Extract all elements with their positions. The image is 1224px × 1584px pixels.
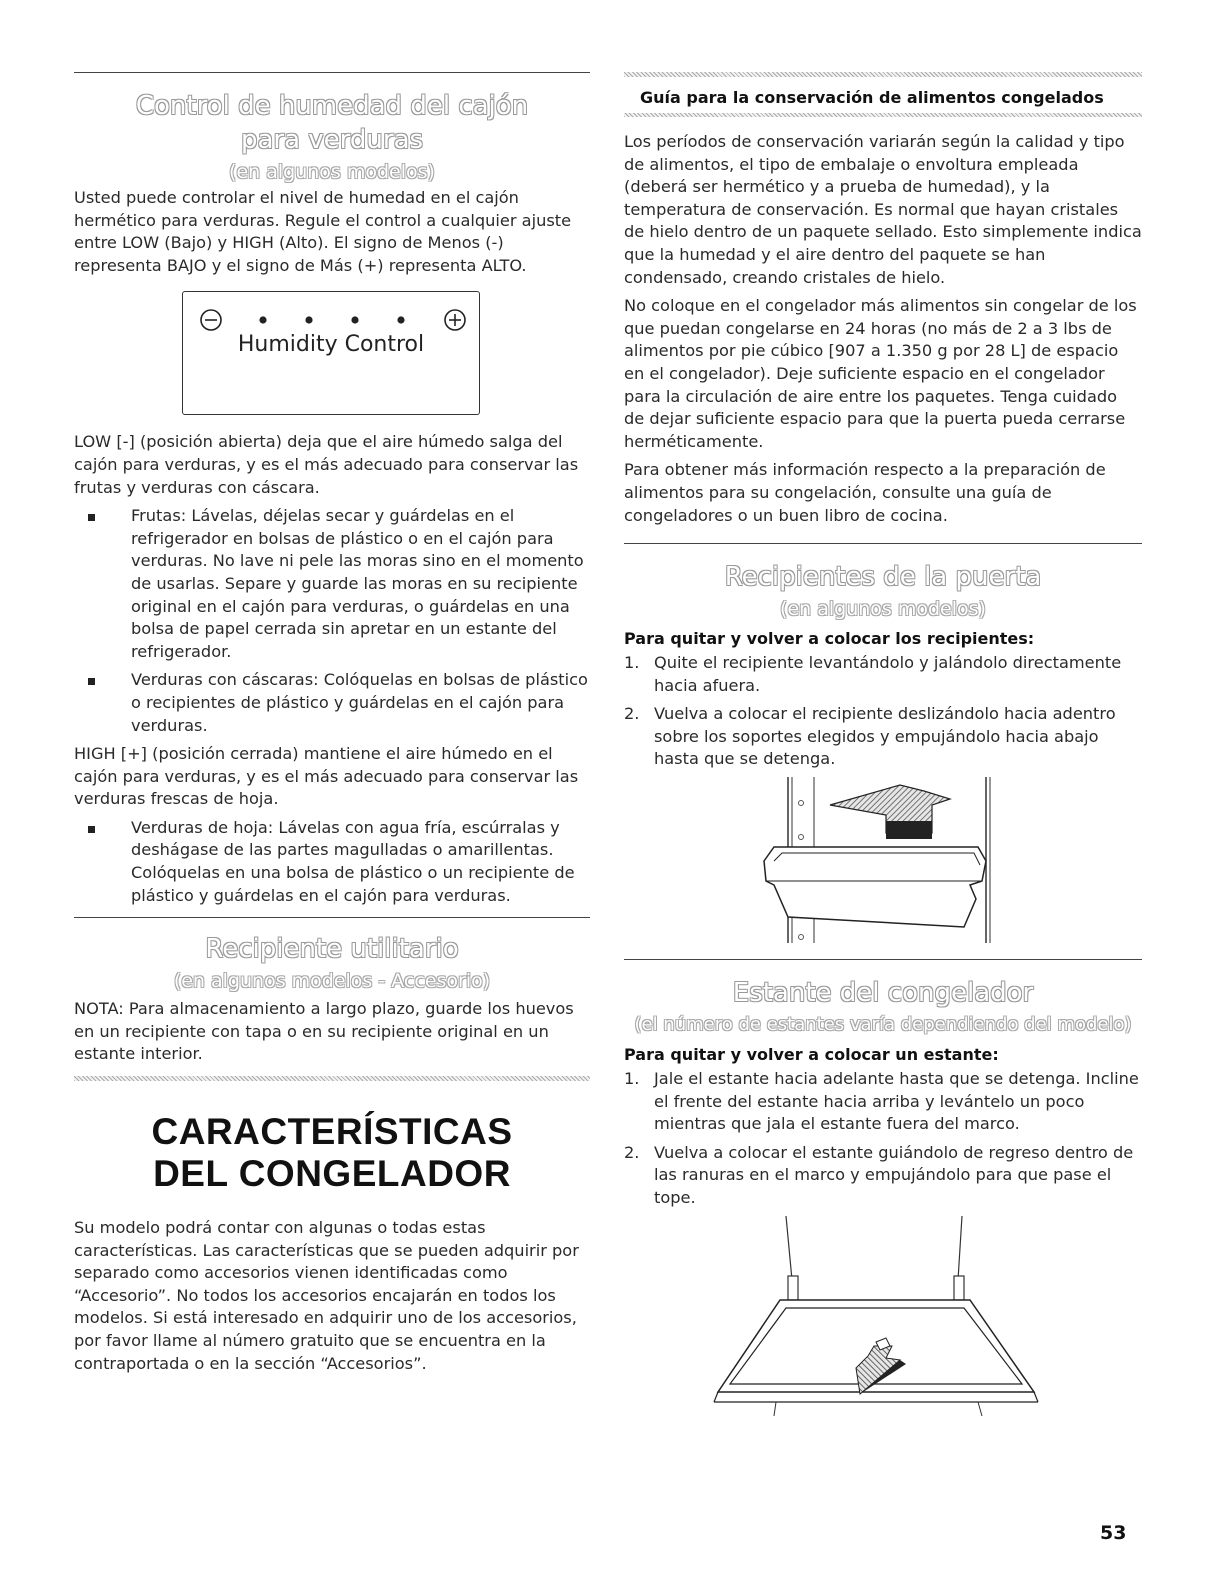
door-bin-illustration — [624, 777, 1142, 949]
humidity-title-line1: Control de humedad del cajón — [135, 91, 529, 121]
list-item: Frutas: Lávelas, déjelas secar y guárdelas en el refrigerador en bolsas de plástico o en el cajón para verduras. No lave ni pele las moras sino en el momento de usarlas. Separe y guarde las moras en su recipiente original en el cajón para verduras, o guárdelas en una bolsa de papel cerrada sin apretar en un estante del refrigerador. — [131, 505, 590, 663]
list-item: 1. Quite el recipiente levantándolo y jalándolo directamente hacia afuera. — [624, 653, 1122, 695]
door-bins-steps — [624, 652, 1142, 771]
list-item: 2. Vuelva a colocar el recipiente deslizándolo hacia adentro sobre los soportes elegidos y empujándolo hacia abajo hasta que se detenga. — [624, 704, 1116, 769]
humidity-title-line2: para verduras — [240, 125, 424, 155]
freezer-shelf-steps — [624, 1068, 1142, 1210]
door-bins-title: Recipientes de la puerta — [724, 562, 1042, 593]
humidity-intro: Usted puede controlar el nivel de humedad en el cajón hermético para verduras. Regule el control a cualquier ajuste entre LOW (Bajo) y HIGH (Alto). El signo de Menos (-) representa BAJO y el signo de Más (+) representa ALTO. — [74, 188, 572, 275]
freezer-shelf-subtitle: (el número de estantes varía dependiendo del modelo) — [634, 1014, 1132, 1036]
door-bins-subtitle: (en algunos modelos) — [780, 598, 986, 621]
frozen-guide-paragraph: No coloque en el congelador más alimentos sin congelar de los que puedan congelarse en 24 horas (no más de 2 a 3 lbs de alimentos por pie cúbico [907 a 1.350 g por 28 L] de espacio en el congelador). Deje suficiente espacio en el congelador para la circulación de aire entre los paquetes. Tenga cuidado de dejar suficiente espacio para que la puerta pueda cerrarse herméticamente. — [624, 296, 1137, 451]
freezer-shelf-illustration — [624, 1216, 1142, 1416]
bullet-icon — [88, 678, 95, 685]
utility-title: Recipiente utilitario — [205, 934, 459, 965]
humidity-control-panel — [182, 291, 480, 415]
freezer-features-title-line2: DEL CONGELADOR — [153, 1153, 511, 1195]
page-number: 53 — [1100, 1522, 1127, 1544]
left-column — [74, 72, 590, 1375]
bullet-icon — [88, 514, 95, 521]
utility-subtitle: (en algunos modelos - Accesorio) — [173, 970, 491, 993]
high-description: HIGH [+] (posición cerrada) mantiene el aire húmedo en el cajón para verduras, y es el más adecuado para conservar las verduras frescas de hoja. — [74, 744, 579, 809]
humidity-panel-label: Humidity Control — [237, 332, 425, 358]
hatched-divider — [624, 113, 1142, 117]
frozen-guide-paragraph: Para obtener más información respecto a la preparación de alimentos para su congelación, consulte una guía de congeladores o un buen libro de cocina. — [624, 460, 1106, 525]
door-bins-subhead: Para quitar y volver a colocar los recipientes: — [624, 629, 1035, 649]
list-item: 2. Vuelva a colocar el estante guiándolo de regreso dentro de las ranuras en el marco y empujándolo para que pase el tope. — [624, 1142, 1134, 1208]
freezer-features-body: Su modelo podrá contar con algunas o todas estas características. Las características que se pueden adquirir por separado como accesorios vienen identificadas como “Accesorio”. No todos los accesorios encajarán en todos los modelos. Si está interesado en adquirir uno de los accesorios, por favor llame al número gratuito que se encuentra en la contraportada o en la sección “Accesorios”. — [74, 1218, 579, 1373]
humidity-subtitle: (en algunos modelos) — [229, 161, 435, 183]
list-item: 1. Jale el estante hacia adelante hasta que se detenga. Incline el frente del estante hacia arriba y levántelo un poco mientras que jala el estante fuera del marco. — [624, 1069, 1139, 1134]
low-bullet-list — [74, 505, 590, 737]
freezer-shelf-subhead: Para quitar y volver a colocar un estante: — [624, 1045, 999, 1065]
freezer-features-title-line1: CARACTERÍSTICAS — [151, 1111, 513, 1153]
hatched-divider — [624, 72, 1142, 77]
freezer-shelf-title: Estante del congelador — [732, 978, 1034, 1009]
utility-note: NOTA: Para almacenamiento a largo plazo, guarde los huevos en un recipiente con tapa o en su recipiente original en un estante interior. — [74, 999, 574, 1064]
frozen-guide-title: Guía para la conservación de alimentos congelados — [640, 88, 1104, 107]
list-item: Verduras de hoja: Lávelas con agua fría, escúrralas y deshágase de las partes magulladas o amarillentas. Colóquelas en una bolsa de plástico o un recipiente de plástico y guárdelas en el cajón para verduras. — [131, 817, 590, 907]
right-column — [624, 72, 1142, 1416]
high-bullet-list — [74, 817, 590, 907]
low-description: LOW [-] (posición abierta) deja que el aire húmedo salga del cajón para verduras, y es el más adecuado para conservar las frutas y verduras con cáscara. — [74, 432, 579, 497]
bullet-icon — [88, 826, 95, 833]
list-item: Verduras con cáscaras: Colóquelas en bolsas de plástico o recipientes de plástico y guárdelas en el cajón para verduras. — [131, 669, 590, 737]
frozen-guide-paragraph: Los períodos de conservación variarán según la calidad y tipo de alimentos, el tipo de embalaje o envoltura empleada (deberá ser hermético y a prueba de humedad), y la temperatura de conservación. Es normal que hayan cristales de hielo dentro de un paquete sellado. Esto simplemente indica que la humedad y el aire dentro del paquete se han condensado, creando cristales de hielo. — [624, 132, 1142, 287]
